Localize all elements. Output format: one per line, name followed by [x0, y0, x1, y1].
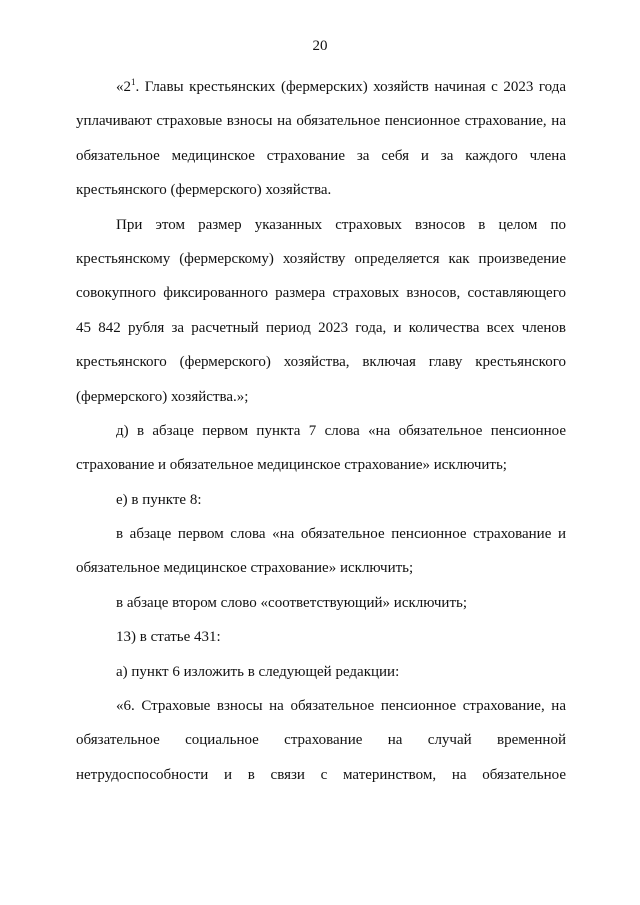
text-line: д) в абзаце первом пункта 7 слова «на обязательное пенсионное [116, 422, 566, 439]
text-line: «6. Страховые взносы на обязательное пенсионное страхование, на [116, 698, 566, 715]
text-line: крестьянского (фермерского) хозяйства, включая главу крестьянского [76, 354, 566, 371]
page-number: 20 [312, 38, 328, 54]
text-line: При этом размер указанных страховых взносов в целом по [116, 216, 566, 233]
text-line: совокупного фиксированного размера страховых взносов, составляющего [76, 285, 566, 302]
text-line: крестьянского (фермерского) хозяйства. [76, 182, 332, 199]
text-line: а) пункт 6 изложить в следующей редакции: [116, 663, 400, 680]
text-line: 45 842 рубля за расчетный период 2023 года, и количества всех членов [76, 319, 566, 336]
text-line: обязательное медицинское страхование» исключить; [76, 560, 414, 577]
text-line: «$2^1$. Главы крестьянских (фермерских) хозяйств начиная с 2023 года [116, 77, 566, 95]
text-line: обязательное медицинское страхование за себя и за каждого члена [76, 147, 566, 164]
text-line: страхование и обязательное медицинское страхование» исключить; [76, 457, 507, 474]
document-body [76, 70, 566, 792]
text-line: крестьянскому (фермерскому) хозяйству определяется как произведение [76, 250, 566, 267]
text-line: е) в пункте 8: [116, 491, 202, 508]
text-line: в абзаце первом слова «на обязательное пенсионное страхование и [116, 526, 566, 543]
text-line: (фермерского) хозяйства.»; [76, 388, 249, 405]
text-line: в абзаце втором слово «соответствующий» исключить; [116, 594, 468, 611]
text-line: нетрудоспособности и в связи с материнством, на обязательное [76, 766, 566, 783]
text-line: уплачивают страховые взносы на обязательное пенсионное страхование, на [76, 113, 566, 130]
text-line: обязательное социальное страхование на случай временной [76, 732, 566, 749]
text-line: 13) в статье 431: [116, 629, 221, 646]
